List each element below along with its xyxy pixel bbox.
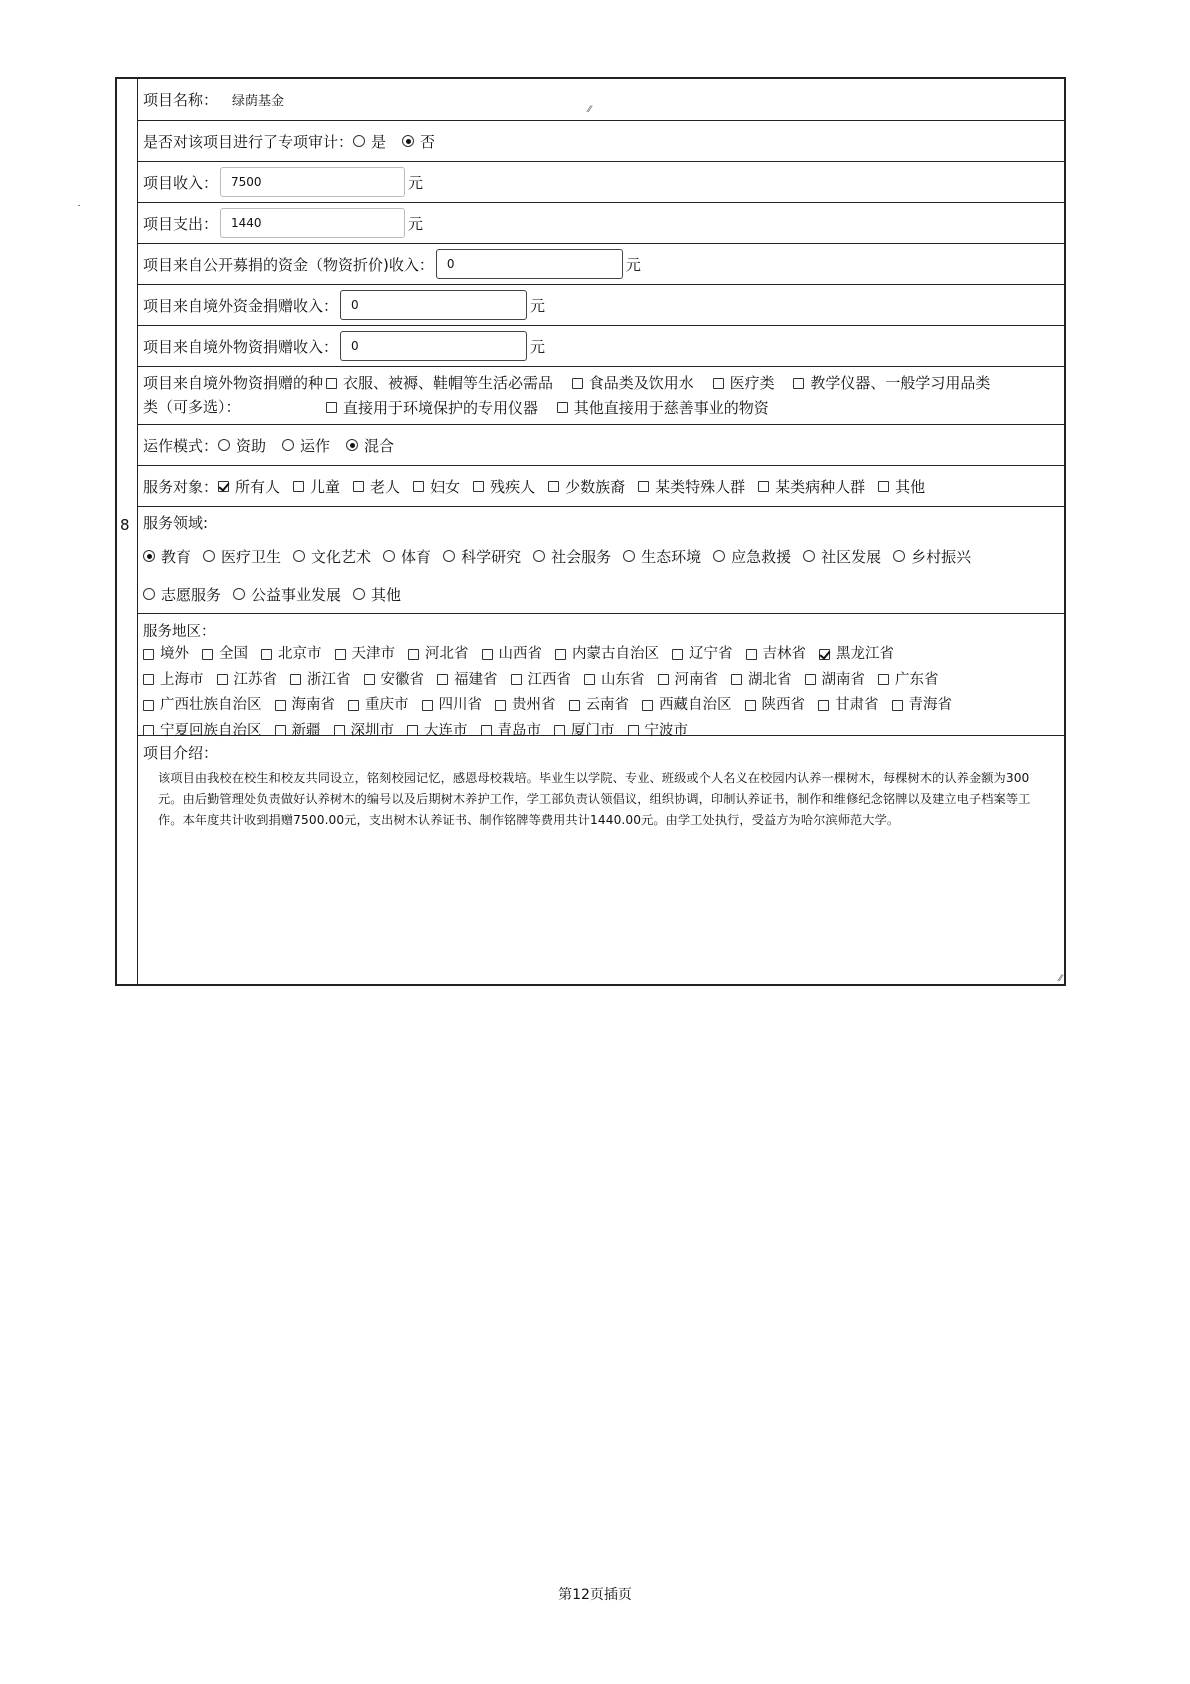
service-area-option[interactable]: 湖南省 (805, 668, 866, 692)
project-name-value[interactable]: 绿荫基金 (232, 94, 285, 109)
checkbox-icon[interactable] (326, 402, 337, 413)
radio-icon[interactable] (203, 550, 215, 562)
radio-icon[interactable] (893, 550, 905, 562)
overseas-goods-label: 项目来自境外物资捐赠收入： (143, 337, 339, 356)
checkbox-icon[interactable] (261, 649, 272, 660)
service-area-option[interactable]: 吉林省 (746, 642, 807, 666)
goods-type-option[interactable]: 教学仪器、一般学习用品类 (793, 371, 990, 395)
checkbox-icon[interactable] (745, 700, 756, 711)
checkbox-icon[interactable] (217, 674, 228, 685)
checkbox-icon[interactable] (408, 649, 419, 660)
scan-speck (78, 205, 80, 206)
checkbox-icon[interactable] (572, 378, 583, 389)
income-input[interactable]: 7500 (220, 167, 405, 197)
project-name-row (138, 79, 1064, 121)
service-field-option[interactable]: 志愿服务 (143, 584, 221, 605)
service-field-option[interactable]: 社区发展 (803, 546, 881, 567)
checkbox-icon[interactable] (275, 725, 286, 736)
service-field-option[interactable]: 教育 (143, 546, 191, 567)
service-field-option[interactable]: 其他 (353, 584, 401, 605)
service-area-option[interactable]: 山西省 (482, 642, 543, 666)
checkbox-icon[interactable] (335, 649, 346, 660)
checkbox-icon[interactable] (143, 700, 154, 711)
radio-icon[interactable] (353, 588, 365, 600)
service-area-option[interactable]: 大连市 (407, 719, 468, 743)
service-area-option[interactable]: 陕西省 (745, 693, 806, 717)
service-field-line1 (143, 537, 971, 575)
project-form (115, 77, 1066, 986)
goods-types-row (138, 367, 1064, 425)
goods-type-option[interactable]: 食品类及饮用水 (572, 371, 694, 395)
expense-label: 项目支出： (143, 214, 219, 233)
radio-icon[interactable] (353, 135, 365, 147)
service-area-option[interactable]: 甘肃省 (818, 693, 879, 717)
overseas-goods-input[interactable]: 0 (340, 331, 527, 361)
checkbox-icon[interactable] (628, 725, 639, 736)
checkbox-icon[interactable] (482, 649, 493, 660)
checkbox-icon[interactable] (805, 674, 816, 685)
resize-handle-icon[interactable]: ⁄⁄ (588, 105, 592, 115)
checkbox-checked-icon[interactable] (218, 481, 229, 492)
mode-option[interactable]: 混合 (346, 435, 394, 456)
service-area-option[interactable]: 宁波市 (628, 719, 689, 743)
checkbox-icon[interactable] (658, 674, 669, 685)
checkbox-icon[interactable] (878, 674, 889, 685)
checkbox-icon[interactable] (353, 481, 364, 492)
row-number: 8 (120, 516, 130, 534)
service-field-option[interactable]: 科学研究 (443, 546, 521, 567)
service-field-label: 服务领域: (143, 514, 209, 532)
service-area-line2 (143, 668, 939, 694)
overseas-fund-unit: 元 (530, 296, 546, 315)
intro-row (138, 736, 1064, 984)
income-unit: 元 (408, 173, 424, 192)
mode-option[interactable]: 资助 (218, 435, 266, 456)
overseas-goods-unit: 元 (530, 337, 546, 356)
service-field-option[interactable]: 社会服务 (533, 546, 611, 567)
service-area-option[interactable]: 河南省 (658, 668, 719, 692)
checkbox-icon[interactable] (422, 700, 433, 711)
service-area-option[interactable]: 重庆市 (348, 693, 409, 717)
form-rows (138, 79, 1064, 984)
service-target-option[interactable]: 某类特殊人群 (638, 476, 745, 497)
checkbox-icon[interactable] (511, 674, 522, 685)
service-area-line1 (143, 642, 894, 668)
service-area-option[interactable]: 江西省 (511, 668, 572, 692)
service-area-label: 服务地区： (143, 624, 216, 640)
service-area-option[interactable]: 北京市 (261, 642, 322, 666)
project-name-label: 项目名称： (143, 91, 219, 109)
service-target-option[interactable]: 其他 (878, 476, 925, 497)
service-area-option[interactable]: 厦门市 (554, 719, 615, 743)
radio-icon[interactable] (293, 550, 305, 562)
service-target-option[interactable]: 残疾人 (473, 476, 535, 497)
service-field-line2 (143, 575, 414, 613)
checkbox-icon[interactable] (555, 649, 566, 660)
service-field-option[interactable]: 生态环境 (623, 546, 701, 567)
service-area-option[interactable]: 浙江省 (290, 668, 351, 692)
radio-checked-icon[interactable] (346, 439, 358, 451)
audit-option-yes[interactable]: 是 (353, 131, 386, 152)
intro-label: 项目介绍： (143, 744, 219, 762)
public-fund-input[interactable]: 0 (436, 249, 623, 279)
service-field-option[interactable]: 医疗卫生 (203, 546, 281, 567)
checkbox-icon[interactable] (437, 674, 448, 685)
checkbox-icon[interactable] (293, 481, 304, 492)
audit-label: 是否对该项目进行了专项审计： (143, 132, 354, 151)
overseas-fund-input[interactable]: 0 (340, 290, 527, 320)
overseas-fund-row (138, 285, 1064, 326)
checkbox-icon[interactable] (746, 649, 757, 660)
row-number-column (117, 79, 138, 984)
service-target-option[interactable]: 老人 (353, 476, 400, 497)
public-fund-row (138, 244, 1064, 285)
service-target-option[interactable]: 所有人 (218, 476, 280, 497)
checkbox-icon[interactable] (554, 725, 565, 736)
service-field-option[interactable]: 应急救援 (713, 546, 791, 567)
radio-icon[interactable] (713, 550, 725, 562)
service-area-option[interactable]: 江苏省 (217, 668, 278, 692)
income-row (138, 162, 1064, 203)
radio-checked-icon[interactable] (143, 550, 155, 562)
service-area-option[interactable]: 福建省 (437, 668, 498, 692)
radio-checked-icon[interactable] (402, 135, 414, 147)
checkbox-icon[interactable] (143, 725, 154, 736)
radio-icon[interactable] (623, 550, 635, 562)
checkbox-icon[interactable] (672, 649, 683, 660)
service-area-option[interactable]: 青海省 (892, 693, 953, 717)
radio-icon[interactable] (443, 550, 455, 562)
service-area-option[interactable]: 黑龙江省 (819, 642, 894, 666)
radio-icon[interactable] (383, 550, 395, 562)
checkbox-icon[interactable] (348, 700, 359, 711)
service-field-option[interactable]: 公益事业发展 (233, 584, 341, 605)
checkbox-icon[interactable] (143, 649, 154, 660)
service-field-option[interactable]: 文化艺术 (293, 546, 371, 567)
goods-type-option[interactable]: 直接用于环境保护的专用仪器 (326, 396, 538, 420)
goods-type-option[interactable]: 其他直接用于慈善事业的物资 (557, 396, 769, 420)
service-area-option[interactable]: 新疆 (275, 719, 321, 743)
mode-row (138, 425, 1064, 466)
income-label: 项目收入： (143, 173, 219, 192)
expense-row (138, 203, 1064, 244)
service-area-option[interactable]: 四川省 (422, 693, 483, 717)
radio-icon[interactable] (803, 550, 815, 562)
checkbox-icon[interactable] (878, 481, 889, 492)
service-area-option[interactable]: 广西壮族自治区 (143, 693, 262, 717)
service-field-row (138, 507, 1064, 614)
checkbox-icon[interactable] (713, 378, 724, 389)
audit-row (138, 121, 1064, 162)
mode-option[interactable]: 运作 (282, 435, 330, 456)
service-area-option[interactable]: 深圳市 (334, 719, 395, 743)
audit-option-no[interactable]: 否 (402, 131, 435, 152)
service-area-option[interactable]: 云南省 (569, 693, 630, 717)
expense-unit: 元 (408, 214, 424, 233)
service-field-option[interactable]: 体育 (383, 546, 431, 567)
checkbox-icon[interactable] (364, 674, 375, 685)
checkbox-icon[interactable] (557, 402, 568, 413)
checkbox-icon[interactable] (892, 700, 903, 711)
checkbox-icon[interactable] (473, 481, 484, 492)
checkbox-icon[interactable] (495, 700, 506, 711)
checkbox-icon[interactable] (413, 481, 424, 492)
service-target-row (138, 466, 1064, 507)
service-area-option[interactable]: 河北省 (408, 642, 469, 666)
radio-icon[interactable] (218, 439, 230, 451)
checkbox-icon[interactable] (548, 481, 559, 492)
mode-label: 运作模式： (143, 436, 219, 455)
checkbox-icon[interactable] (758, 481, 769, 492)
service-area-option[interactable]: 贵州省 (495, 693, 556, 717)
checkbox-icon[interactable] (569, 700, 580, 711)
service-target-option[interactable]: 儿童 (293, 476, 340, 497)
service-field-option[interactable]: 乡村振兴 (893, 546, 971, 567)
public-fund-unit: 元 (625, 255, 641, 274)
service-area-option[interactable]: 青岛市 (481, 719, 542, 743)
overseas-goods-row (138, 326, 1064, 367)
checkbox-icon[interactable] (275, 700, 286, 711)
service-area-option[interactable]: 天津市 (335, 642, 396, 666)
service-area-option[interactable]: 海南省 (275, 693, 336, 717)
goods-type-option[interactable]: 医疗类 (713, 371, 775, 395)
service-area-line3 (143, 693, 952, 719)
service-area-option[interactable]: 山东省 (584, 668, 645, 692)
service-area-option[interactable]: 境外 (143, 642, 189, 666)
checkbox-icon[interactable] (642, 700, 653, 711)
checkbox-icon[interactable] (407, 725, 418, 736)
checkbox-icon[interactable] (143, 674, 154, 685)
checkbox-icon[interactable] (638, 481, 649, 492)
service-target-option[interactable]: 某类病种人群 (758, 476, 865, 497)
service-area-option[interactable]: 上海市 (143, 668, 204, 692)
radio-icon[interactable] (533, 550, 545, 562)
resize-handle-icon[interactable]: ⁄⁄ (1058, 974, 1062, 984)
checkbox-checked-icon[interactable] (819, 649, 830, 660)
radio-icon[interactable] (233, 588, 245, 600)
service-area-option[interactable]: 内蒙古自治区 (555, 642, 659, 666)
checkbox-icon[interactable] (584, 674, 595, 685)
service-area-option[interactable]: 宁夏回族自治区 (143, 719, 262, 743)
service-target-option[interactable]: 妇女 (413, 476, 460, 497)
service-area-option[interactable]: 广东省 (878, 668, 939, 692)
service-area-option[interactable]: 湖北省 (731, 668, 792, 692)
goods-types-label: 项目来自境外物资捐赠的种 类（可多选）： (143, 374, 324, 416)
service-area-option[interactable]: 西藏自治区 (642, 693, 732, 717)
page-footer: 第12页插页 (558, 1587, 632, 1603)
checkbox-icon[interactable] (793, 378, 804, 389)
checkbox-icon[interactable] (334, 725, 345, 736)
checkbox-icon[interactable] (481, 725, 492, 736)
checkbox-icon[interactable] (818, 700, 829, 711)
service-target-option[interactable]: 少数族裔 (548, 476, 625, 497)
radio-icon[interactable] (282, 439, 294, 451)
public-fund-label: 项目来自公开募捐的资金（物资折价)收入： (143, 255, 434, 274)
service-area-option[interactable]: 安徽省 (364, 668, 425, 692)
goods-types-options (326, 371, 990, 420)
service-area-row (138, 614, 1064, 739)
overseas-fund-label: 项目来自境外资金捐赠收入： (143, 296, 339, 315)
service-area-option[interactable]: 全国 (202, 642, 248, 666)
intro-textarea[interactable]: 该项目由我校在校生和校友共同设立，铭刻校园记忆，感恩母校栽培。毕业生以学院、专业、班级或个人名义在校园内认养一棵树木，每棵树木的认养金额为300元。由后勤管理处负责做好认养树木的编号以及后期树木养护工作，学工部负责认领倡议，组织协调，印制认养证书，制作和维修纪念铭牌以及建立电子档案等工作。本年度共计收到捐赠7500.00元，支出树木认养证书、制作铭牌等费用共计1440.00元。由学工处执行，受益方为哈尔滨师范大学。 (158, 771, 1031, 827)
checkbox-icon[interactable] (326, 378, 337, 389)
expense-input[interactable]: 1440 (220, 208, 405, 238)
checkbox-icon[interactable] (202, 649, 213, 660)
radio-icon[interactable] (143, 588, 155, 600)
service-area-option[interactable]: 辽宁省 (672, 642, 733, 666)
checkbox-icon[interactable] (731, 674, 742, 685)
checkbox-icon[interactable] (290, 674, 301, 685)
service-target-label: 服务对象： (143, 477, 219, 496)
goods-type-option[interactable]: 衣服、被褥、鞋帽等生活必需品 (326, 371, 553, 395)
